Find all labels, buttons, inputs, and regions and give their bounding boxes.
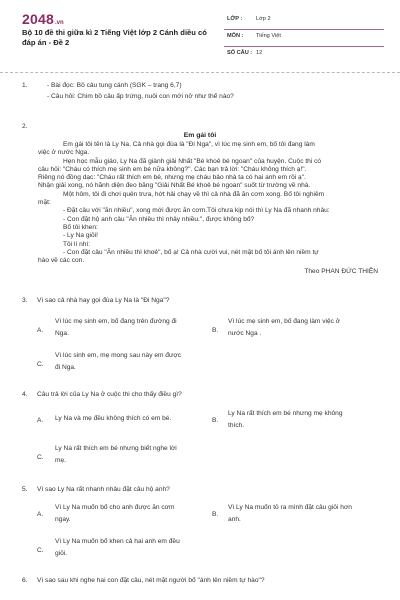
question-number: 4. — [22, 391, 28, 398]
option-b-label[interactable]: B. — [212, 417, 219, 424]
story-line: - Con đặt hộ anh câu "Ăn nhiều thì nhảy nhiều.", được không bố? — [63, 215, 255, 223]
meta-label: LỚP : — [227, 16, 243, 22]
option-c[interactable] — [55, 443, 177, 467]
question-number: 6. — [22, 577, 28, 584]
story-source: Theo PHAN ĐỨC THIỆN — [304, 268, 378, 275]
option-text-line: Vì Ly Na muốn bố cho anh được ăn cơm — [55, 504, 175, 511]
option-text-line: Vì Ly Na muốn tỏ ra mình đặt câu giỏi hơn — [228, 504, 352, 511]
option-text-line: Ly Na rất thích em bé nhưng mẹ không — [228, 410, 343, 417]
question-number: 2. — [22, 123, 28, 130]
story-line: Nhận giải xong, nó hãnh diện đeo băng "Giải Nhất Bé khoẻ bé ngoan" suốt từ trường về nhà. — [38, 182, 311, 190]
story-line: - Con đặt câu "Ăn nhiều thì khoẻ", bố ạ! Cả nhà cười vui, nét mặt bố tôi ánh lên niềm tự — [63, 248, 319, 256]
story-line: Em gái tôi tên là Ly Na. Cả nhà gọi đùa là "Đi Nga", vì lúc mẹ sinh em, bố tôi đang làm — [63, 141, 315, 148]
meta-row-subject — [224, 30, 384, 47]
option-a-label[interactable]: A. — [37, 417, 44, 424]
story-passage — [38, 141, 383, 265]
meta-value: Lớp 2 — [256, 16, 271, 22]
story-line: câu hỏi: "Cháu có thích mẹ sinh em bé nữa không?". Các bạn trả lời: "Cháu không thích ạ!". — [38, 165, 307, 173]
story-line: Bố tôi khen: — [63, 223, 98, 231]
q6-question: Vì sao sau khi nghe hai con đặt câu, nét mặt người bố "ánh lên niềm tự hào"? — [37, 577, 265, 584]
story-line: - Ly Na giỏi! — [63, 232, 98, 240]
story-line: - Đặt câu với "ăn nhiều", xong mới được ăn cơm.Tôi chưa kịp nói thì Ly Na đã nhanh nhảu: — [63, 207, 330, 215]
option-text-line: thích. — [228, 422, 245, 429]
option-a-label[interactable]: A. — [37, 327, 44, 334]
meta-value: 12 — [256, 50, 263, 56]
document-title: Bộ 10 đề thi giữa kì 2 Tiếng Việt lớp 2 Cánh diều có đáp án - Đề 2 — [22, 28, 207, 47]
document-header — [0, 0, 400, 68]
option-b[interactable] — [228, 502, 352, 526]
story-line: Hẹn học mẫu giáo, Ly Na đã giành giải Nhất "Bé khoẻ bé ngoan" của huyện. Cuộc thi có — [63, 157, 322, 165]
option-text-line: Vì Ly Na muốn bố khen cả hai anh em đều — [55, 538, 180, 545]
option-text-line: Vì lúc mẹ sinh em, bố đang làm việc ở — [228, 318, 341, 325]
question-number: 1. — [22, 82, 28, 89]
option-text-line: Ly Na và mẹ đều không thích có em bé. — [55, 415, 172, 422]
option-c[interactable] — [55, 350, 181, 374]
meta-row-question-count — [224, 47, 384, 63]
q1-question: - Câu hỏi: Chim bồ câu ấp trứng, nuôi con mới nở như thế nào? — [47, 93, 234, 100]
meta-value: Tiếng Việt — [256, 33, 281, 39]
meta-row-grade — [224, 13, 384, 30]
meta-label: MÔN : — [227, 33, 244, 39]
option-text-line: Nga. — [55, 330, 69, 337]
option-text-line: Vì lúc sinh em, mẹ mong sau này em được — [55, 352, 182, 359]
option-c-label[interactable]: C. — [37, 547, 44, 554]
story-title: Em gái tôi — [183, 132, 217, 139]
option-text-line: mẹ. — [55, 457, 66, 464]
site-logo[interactable]: 2048.vn — [22, 11, 64, 27]
option-text-line: đi Nga. — [55, 364, 76, 371]
option-text-line: Ly Na rất thích em bé nhưng biết nghe lời — [55, 445, 177, 452]
option-c-label[interactable]: C. — [37, 361, 44, 368]
option-a[interactable] — [55, 413, 171, 425]
story-line: Một hôm, tôi đi chơi quên trưa, hớt hải chạy về thì cả nhà đã ăn cơm xong. Bố tôi nghiêm — [63, 190, 325, 198]
story-line: hào về các con. — [38, 257, 85, 265]
q3-question: Vì sao cả nhà hay gọi đùa Ly Na là "Đi Nga"? — [37, 297, 170, 304]
option-a[interactable] — [55, 316, 177, 340]
option-a[interactable] — [55, 502, 174, 526]
option-text-line: giỏi. — [55, 550, 68, 557]
header-divider — [0, 72, 400, 74]
option-b-label[interactable]: B. — [212, 327, 219, 334]
option-text-line: nước Nga . — [228, 330, 262, 337]
document-meta-table — [224, 13, 384, 63]
option-text-line: Vì lúc mẹ sinh em, bố đang trên đường đi — [55, 318, 177, 325]
question-number: 5. — [22, 486, 28, 493]
option-a-label[interactable]: A. — [37, 511, 44, 518]
option-b[interactable] — [228, 408, 343, 432]
meta-label: SỐ CÂU : — [227, 50, 253, 56]
option-b[interactable] — [228, 316, 340, 340]
story-line: Riêng nó đồng dạc: "Cháu rất thích em bé, nhưng mẹ cháu bảo nhà ta có hai anh em rồi ạ". — [38, 174, 306, 182]
story-line: việc ở nước Nga. — [38, 149, 90, 157]
question-number: 3. — [22, 297, 28, 304]
option-text-line: ngay. — [55, 516, 71, 523]
option-text-line: anh. — [228, 516, 241, 523]
q1-reading: - Bài đọc: Bồ câu tung cánh (SGK – trang 6,7) — [47, 82, 182, 89]
story-line: Tôi lí nhí: — [63, 240, 91, 248]
story-line: mặt: — [38, 199, 51, 207]
option-c-label[interactable]: C. — [37, 454, 44, 461]
option-b-label[interactable]: B. — [212, 511, 219, 518]
q4-question: Câu trả lời của Ly Na ở cuộc thi cho thấy điều gì? — [37, 391, 182, 398]
option-c[interactable] — [55, 536, 180, 560]
q5-question: Vì sao Ly Na rất nhanh nhảu đặt câu hộ anh? — [37, 486, 170, 493]
